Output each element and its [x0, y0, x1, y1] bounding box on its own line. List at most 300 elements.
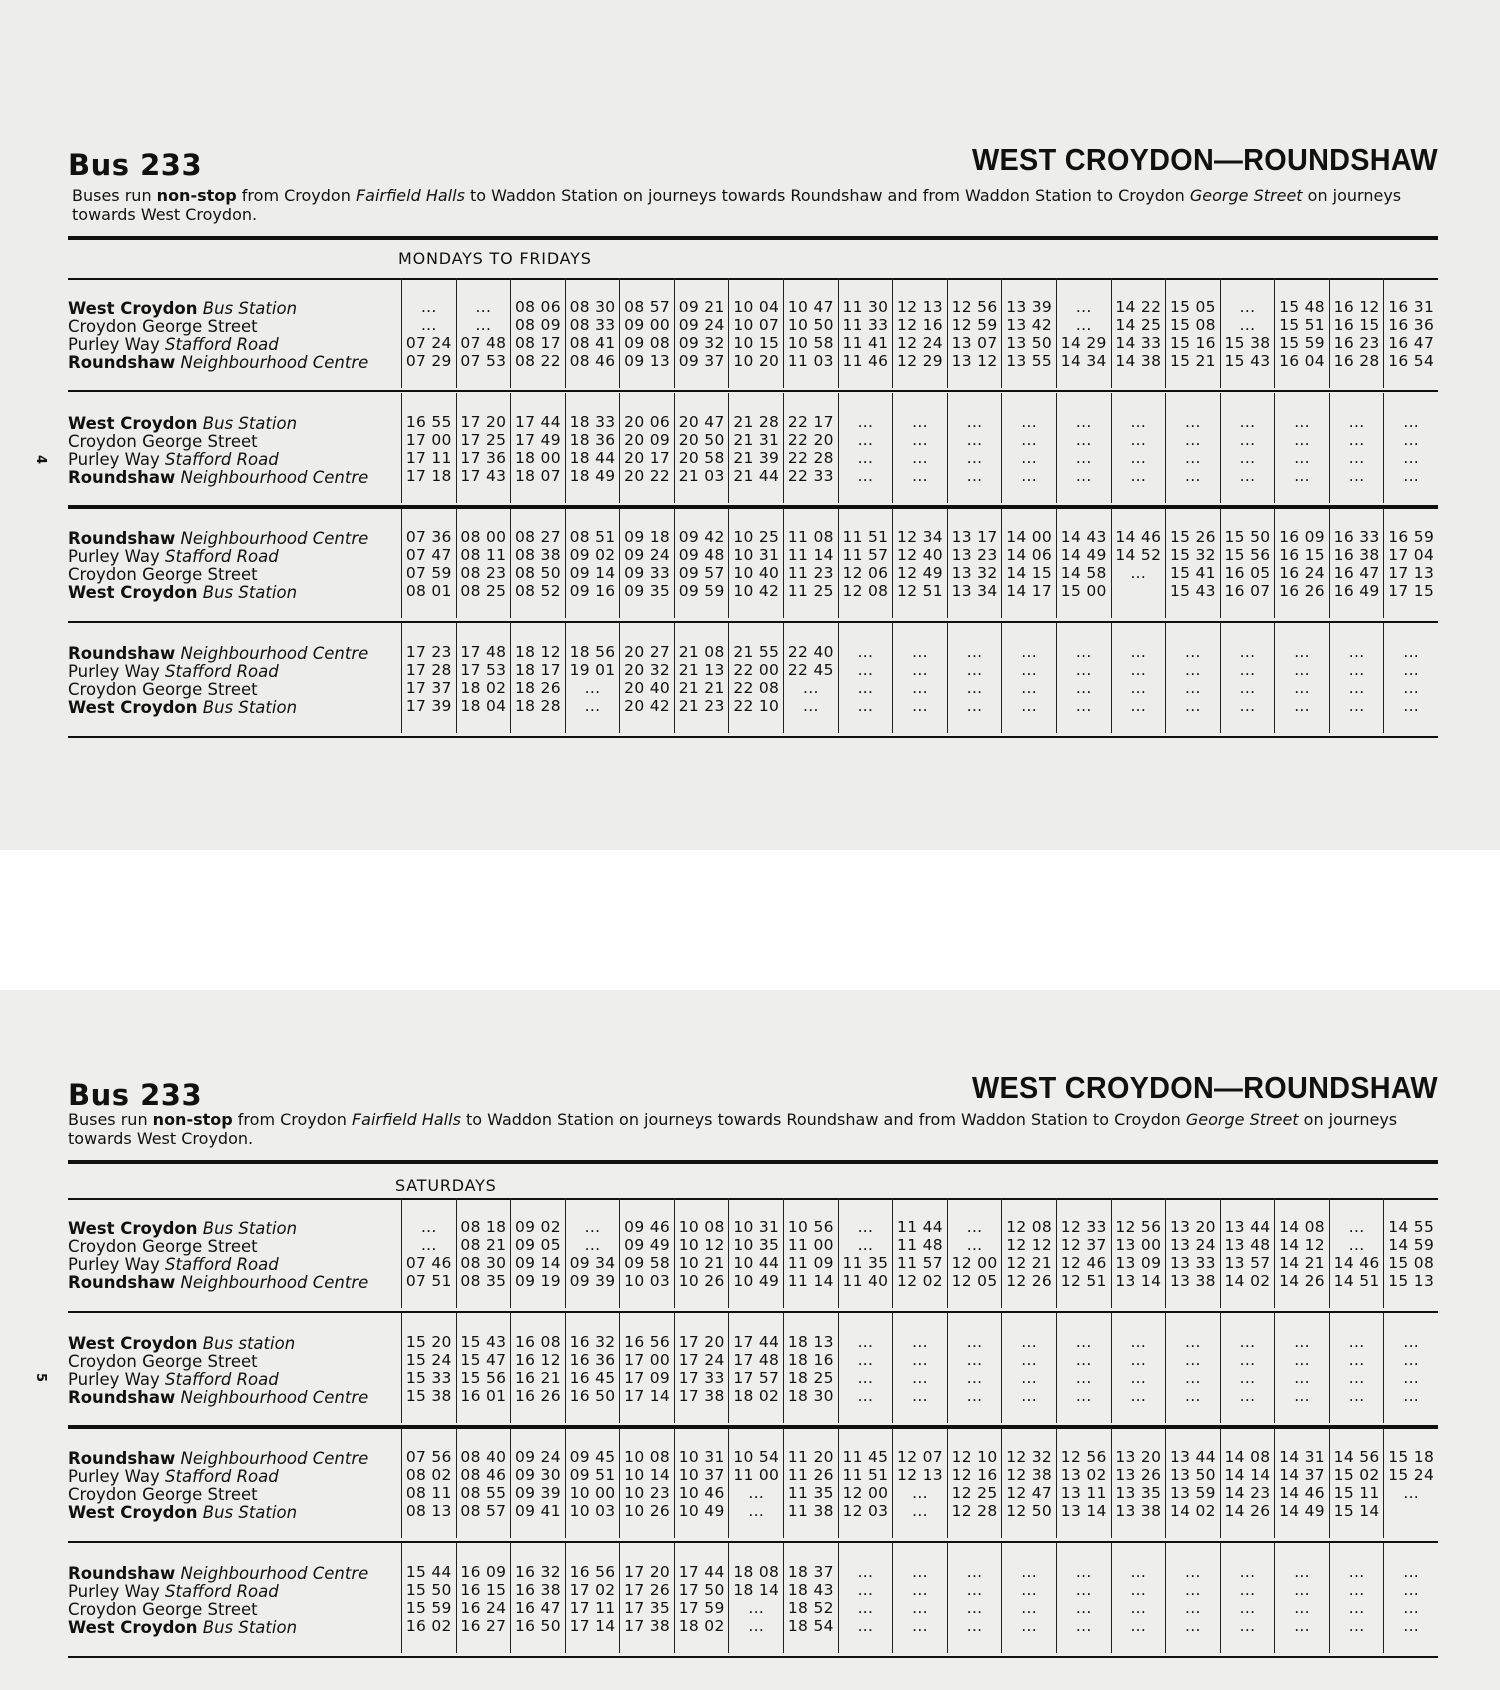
journey-column [892, 1543, 947, 1653]
departure-time: ... [1403, 1333, 1420, 1351]
departure-time: 18 54 [787, 1617, 834, 1635]
departure-time: 16 55 [405, 413, 452, 431]
stop-name: Roundshaw Neighbourhood Centre [68, 353, 369, 372]
departure-time: 10 42 [733, 582, 780, 600]
departure-time: 16 21 [515, 1369, 561, 1387]
departure-time: ... [912, 1484, 928, 1502]
departure-time: 16 47 [515, 1599, 561, 1617]
journey-column [565, 508, 620, 618]
journey-column [1056, 623, 1111, 733]
departure-time: ... [912, 1581, 928, 1599]
departure-time: ... [912, 1369, 928, 1387]
stop-list [68, 1450, 398, 1522]
departure-time: 14 43 [1060, 528, 1107, 546]
departure-time: ... [1403, 431, 1420, 449]
departure-time: 09 35 [624, 582, 671, 600]
departure-time: 12 51 [897, 582, 943, 600]
departure-time: ... [802, 679, 819, 697]
departure-time: 09 00 [624, 316, 671, 334]
departure-time: ... [1185, 1581, 1201, 1599]
departure-time: ... [1021, 1581, 1037, 1599]
departure-time: 09 24 [678, 316, 725, 334]
departure-time: 12 03 [842, 1502, 889, 1520]
departure-time: 17 44 [733, 1333, 780, 1351]
departure-time: 10 15 [733, 334, 780, 352]
departure-time: ... [1239, 1351, 1256, 1369]
departure-time: 17 57 [733, 1369, 780, 1387]
departure-time: 09 48 [678, 546, 725, 564]
departure-time: 22 20 [787, 431, 834, 449]
journey-column [1111, 1543, 1166, 1653]
journey-column [674, 393, 729, 503]
departure-time: 13 07 [951, 334, 998, 352]
departure-time: 17 44 [515, 413, 561, 431]
departure-time: 15 48 [1279, 298, 1325, 316]
stop-name: Croydon George Street [68, 432, 258, 451]
route-note: Buses run non-stop from Croydon Fairfield Halls to Waddon Station on journeys towards Roundshaw and from Waddon Station to Croydon George Street on journeys towards West Croydon. [72, 186, 1402, 224]
departure-time: 09 14 [569, 564, 616, 582]
departure-time: 13 50 [1006, 334, 1053, 352]
departure-time: 15 59 [405, 1599, 452, 1617]
departure-time: ... [1021, 413, 1037, 431]
departure-time: 11 38 [787, 1502, 834, 1520]
departure-time: ... [1185, 1387, 1201, 1405]
departure-time: 18 02 [678, 1617, 725, 1635]
departure-time: 08 41 [569, 334, 616, 352]
departure-time: 15 43 [1224, 352, 1271, 370]
departure-time: 15 41 [1169, 564, 1216, 582]
journey-column [674, 1313, 729, 1423]
departure-time: 15 59 [1279, 334, 1325, 352]
departure-time: ... [1239, 298, 1256, 316]
departure-time: 10 03 [624, 1272, 671, 1290]
departure-time: ... [1130, 1369, 1147, 1387]
departure-time: 20 06 [624, 413, 671, 431]
route-note: Buses run non-stop from Croydon Fairfield Halls to Waddon Station on journeys towards Roundshaw and from Waddon Station to Croydon George Street on journeys towards West Croydon. [68, 1110, 1398, 1148]
stop-name: Purley Way Stafford Road [68, 335, 279, 354]
timetable-sheet-saturdays [0, 990, 1500, 1690]
journey-column [1220, 1543, 1275, 1653]
departure-time: 10 31 [678, 1448, 725, 1466]
departure-time: ... [1294, 679, 1310, 697]
journey-column [456, 278, 511, 388]
departure-time: 07 48 [460, 334, 507, 352]
journey-column [1056, 278, 1111, 388]
departure-time: 08 02 [405, 1466, 452, 1484]
stop-name: Purley Way Stafford Road [68, 1370, 279, 1389]
departure-time: ... [1021, 1617, 1037, 1635]
departure-time: 18 02 [733, 1387, 780, 1405]
departure-time: 14 06 [1006, 546, 1053, 564]
page-number: 4 [33, 454, 49, 465]
departure-time: 16 09 [1279, 528, 1325, 546]
departure-time: ... [857, 1617, 874, 1635]
departure-time: ... [1130, 1599, 1147, 1617]
departure-time: ... [857, 1236, 874, 1254]
departure-time: 16 45 [569, 1369, 616, 1387]
journey-column [401, 1198, 456, 1308]
journey-column [1001, 508, 1056, 618]
journey-column [947, 1198, 1002, 1308]
departure-time: ... [1348, 1617, 1365, 1635]
journey-column [1056, 1313, 1111, 1423]
departure-time: 17 26 [624, 1581, 671, 1599]
journey-column [674, 623, 729, 733]
departure-time: ... [1294, 697, 1310, 715]
departure-time: ... [966, 1599, 983, 1617]
departure-time: 09 33 [624, 564, 671, 582]
departure-time: ... [802, 697, 819, 715]
departure-time: 07 47 [405, 546, 452, 564]
departure-time: 16 12 [515, 1351, 561, 1369]
departure-time: 14 52 [1115, 546, 1162, 564]
departure-time: ... [1294, 643, 1310, 661]
departure-time: 12 37 [1060, 1236, 1107, 1254]
journey-column [892, 623, 947, 733]
departure-time: 10 56 [787, 1218, 834, 1236]
journey-column [1165, 1543, 1220, 1653]
departure-time: 08 11 [405, 1484, 452, 1502]
stop-name: Roundshaw Neighbourhood Centre [68, 468, 369, 487]
departure-time: ... [1075, 1563, 1092, 1581]
route-number: Bus 233 [68, 1078, 203, 1112]
journey-column [892, 1313, 947, 1423]
departure-time: 09 14 [515, 1254, 561, 1272]
departure-time: 18 17 [515, 661, 561, 679]
departure-time: ... [1239, 413, 1256, 431]
departure-time: ... [1075, 316, 1092, 334]
departure-time: 16 15 [1279, 546, 1325, 564]
journey-column [1383, 508, 1438, 618]
departure-time: 14 58 [1060, 564, 1107, 582]
departure-time: 14 49 [1060, 546, 1107, 564]
departure-time: 12 46 [1060, 1254, 1107, 1272]
departure-time: 15 50 [405, 1581, 452, 1599]
departure-time: 10 31 [733, 546, 780, 564]
timetable-block [68, 415, 1438, 487]
departure-time: ... [966, 1563, 983, 1581]
departure-time: 15 24 [405, 1351, 452, 1369]
route-title: WEST CROYDON—ROUNDSHAW [972, 142, 1438, 177]
departure-time: 16 36 [1388, 316, 1435, 334]
departure-time: 17 13 [1388, 564, 1435, 582]
journey-column [565, 1313, 620, 1423]
departure-time: ... [857, 431, 874, 449]
departure-time: ... [420, 1236, 437, 1254]
timetable-block [68, 300, 1438, 372]
departure-time: 07 56 [405, 1448, 452, 1466]
departure-time: ... [1403, 1484, 1420, 1502]
departure-time: 09 57 [678, 564, 725, 582]
departure-time: ... [857, 1218, 874, 1236]
departure-time: ... [966, 431, 983, 449]
departure-time: ... [1075, 1369, 1092, 1387]
departure-time: 15 08 [1169, 316, 1216, 334]
departure-time: 18 14 [733, 1581, 780, 1599]
departure-time: 16 09 [460, 1563, 507, 1581]
departure-time: ... [857, 679, 874, 697]
departure-time: 13 38 [1115, 1502, 1162, 1520]
departure-time: 10 04 [733, 298, 780, 316]
departure-time: 17 20 [678, 1333, 725, 1351]
departure-time: 08 52 [515, 582, 561, 600]
departure-time: 15 56 [460, 1369, 507, 1387]
departure-time: 16 38 [1333, 546, 1380, 564]
departure-time: 12 13 [897, 298, 943, 316]
departure-time: 18 30 [787, 1387, 834, 1405]
departure-time: 22 45 [787, 661, 834, 679]
departure-time: 15 00 [1060, 582, 1107, 600]
departure-time: 10 26 [678, 1272, 725, 1290]
departure-time: 09 37 [678, 352, 725, 370]
journey-column [1329, 278, 1384, 388]
departure-time: ... [1294, 413, 1310, 431]
journey-column [728, 1313, 783, 1423]
departure-time: 13 11 [1060, 1484, 1107, 1502]
stop-name: Purley Way Stafford Road [68, 662, 279, 681]
stop-name: Roundshaw Neighbourhood Centre [68, 644, 369, 663]
departure-time: 17 48 [460, 643, 507, 661]
journey-column [1383, 1198, 1438, 1308]
departure-time: 15 05 [1169, 298, 1216, 316]
departure-time: 16 31 [1388, 298, 1435, 316]
journey-column [1274, 1543, 1329, 1653]
departure-time: 20 42 [624, 697, 671, 715]
departure-time: 17 37 [405, 679, 452, 697]
departure-time: 12 34 [897, 528, 943, 546]
departure-time: 16 26 [1279, 582, 1325, 600]
departure-time: ... [1239, 316, 1256, 334]
departure-time: ... [1348, 413, 1365, 431]
departure-time: 17 14 [624, 1387, 671, 1405]
journey-column [401, 508, 456, 618]
departure-time: 09 05 [515, 1236, 561, 1254]
departure-time: 11 35 [842, 1254, 889, 1272]
stop-list [68, 1335, 398, 1407]
departure-time: 15 26 [1169, 528, 1216, 546]
departure-time: 12 38 [1006, 1466, 1053, 1484]
journey-column [1111, 623, 1166, 733]
departure-time: 20 09 [624, 431, 671, 449]
table-bottom-rule [68, 736, 1438, 738]
departure-time: ... [1294, 1563, 1310, 1581]
stop-name: West Croydon Bus Station [68, 414, 298, 433]
departure-time: 10 20 [733, 352, 780, 370]
journey-column [619, 1198, 674, 1308]
departure-time: 11 23 [787, 564, 834, 582]
departure-time: 13 20 [1169, 1218, 1216, 1236]
departure-time: ... [420, 316, 437, 334]
departure-time: 12 32 [1006, 1448, 1053, 1466]
journey-column [510, 1313, 565, 1423]
departure-time: 21 55 [733, 643, 780, 661]
journey-column [1329, 1198, 1384, 1308]
departure-time: 14 49 [1279, 1502, 1325, 1520]
departure-time: 14 08 [1224, 1448, 1271, 1466]
journey-column [510, 1428, 565, 1538]
departure-time: 21 08 [678, 643, 725, 661]
departure-time: 20 47 [678, 413, 725, 431]
departure-time: 14 02 [1169, 1502, 1216, 1520]
departure-time: ... [1403, 449, 1420, 467]
departure-time: ... [1021, 697, 1037, 715]
departure-time: 17 44 [678, 1563, 725, 1581]
departure-time: 08 21 [460, 1236, 507, 1254]
timetable-block [68, 530, 1438, 602]
departure-time: ... [1130, 449, 1147, 467]
departure-time: ... [1294, 1369, 1310, 1387]
timetable-block [68, 1565, 1438, 1637]
departure-time: 18 36 [569, 431, 616, 449]
departure-time: 11 35 [787, 1484, 834, 1502]
departure-time: 16 36 [569, 1351, 616, 1369]
departure-time: ... [912, 431, 928, 449]
departure-time: ... [1021, 679, 1037, 697]
departure-time: 16 04 [1279, 352, 1325, 370]
journey-column [456, 1543, 511, 1653]
departure-time: 13 17 [951, 528, 998, 546]
departure-time: 13 55 [1006, 352, 1053, 370]
departure-time: 16 12 [1333, 298, 1380, 316]
departure-time: 14 46 [1333, 1254, 1380, 1272]
departure-time: 12 16 [897, 316, 943, 334]
departure-time: 17 33 [678, 1369, 725, 1387]
journey-column [1001, 623, 1056, 733]
departure-time: 08 13 [405, 1502, 452, 1520]
journey-column [456, 508, 511, 618]
departure-time: 13 09 [1115, 1254, 1162, 1272]
journey-column [1329, 1313, 1384, 1423]
departure-time: ... [1130, 564, 1147, 582]
journey-column [510, 1198, 565, 1308]
departure-time: 09 08 [624, 334, 671, 352]
journey-column [619, 1428, 674, 1538]
departure-time: ... [1130, 661, 1147, 679]
departure-time: ... [1239, 1387, 1256, 1405]
journey-column [1165, 1313, 1220, 1423]
journey-column [674, 1428, 729, 1538]
departure-time: ... [1348, 679, 1365, 697]
departure-time: ... [912, 643, 928, 661]
departure-time: ... [912, 697, 928, 715]
departure-time: 13 26 [1115, 1466, 1162, 1484]
departure-time: ... [912, 1502, 928, 1520]
departure-time: ... [1075, 1351, 1092, 1369]
departure-time: 21 03 [678, 467, 725, 485]
departure-time: ... [966, 1333, 983, 1351]
journey-column [947, 393, 1002, 503]
journey-column [674, 1198, 729, 1308]
journey-column [565, 1198, 620, 1308]
departure-time: ... [475, 316, 492, 334]
departure-time: ... [1130, 697, 1147, 715]
departure-time: 10 12 [678, 1236, 725, 1254]
stop-list [68, 530, 398, 602]
departure-time: ... [1348, 1333, 1365, 1351]
journey-column [783, 1313, 838, 1423]
journey-column [1111, 1428, 1166, 1538]
departure-time: 13 24 [1169, 1236, 1216, 1254]
departure-time: 17 23 [405, 643, 452, 661]
journey-column [1329, 393, 1384, 503]
departure-time: 12 00 [951, 1254, 998, 1272]
journey-column [619, 623, 674, 733]
departure-time: 17 48 [733, 1351, 780, 1369]
journey-column [1165, 1428, 1220, 1538]
departure-time: ... [857, 1599, 874, 1617]
journey-column [1220, 1198, 1275, 1308]
departure-time: 11 20 [787, 1448, 834, 1466]
departure-time: ... [1075, 413, 1092, 431]
departure-time: 15 14 [1333, 1502, 1380, 1520]
departure-time: 17 53 [460, 661, 507, 679]
departure-time: 16 07 [1224, 582, 1271, 600]
departure-time: ... [1075, 679, 1092, 697]
departure-time: 14 00 [1006, 528, 1053, 546]
departure-time: ... [1075, 298, 1092, 316]
departure-time: ... [1075, 1333, 1092, 1351]
departure-time: 22 17 [787, 413, 834, 431]
departure-time: ... [912, 679, 928, 697]
departure-time: ... [1348, 697, 1365, 715]
departure-time: 18 43 [787, 1581, 834, 1599]
journey-column [1001, 1313, 1056, 1423]
departure-time: 16 32 [515, 1563, 561, 1581]
departure-time: 08 22 [515, 352, 561, 370]
departure-time: ... [857, 661, 874, 679]
departure-time: 14 14 [1224, 1466, 1271, 1484]
departure-time: ... [420, 1218, 437, 1236]
departure-time: ... [1021, 661, 1037, 679]
journey-column [1165, 508, 1220, 618]
departure-time: ... [1239, 431, 1256, 449]
departure-time: 13 44 [1224, 1218, 1271, 1236]
departure-time: 08 51 [569, 528, 616, 546]
journey-column [728, 508, 783, 618]
departure-time: 13 42 [1006, 316, 1053, 334]
journey-columns [401, 393, 1438, 503]
departure-time: ... [1075, 467, 1092, 485]
departure-time: ... [966, 661, 983, 679]
departure-time: 11 03 [787, 352, 834, 370]
departure-time: ... [1403, 1581, 1420, 1599]
departure-time: 11 00 [787, 1236, 834, 1254]
journey-columns [401, 1428, 1438, 1538]
journey-column [1056, 1198, 1111, 1308]
departure-time: 08 00 [460, 528, 507, 546]
journey-column [838, 393, 893, 503]
journey-column [892, 508, 947, 618]
departure-time: 12 56 [1060, 1448, 1107, 1466]
departure-time: 08 35 [460, 1272, 507, 1290]
departure-time: ... [857, 413, 874, 431]
departure-time: 20 32 [624, 661, 671, 679]
departure-time: 09 46 [624, 1218, 671, 1236]
journey-column [1165, 623, 1220, 733]
departure-time: ... [857, 1563, 874, 1581]
journey-column [1001, 393, 1056, 503]
journey-column [1001, 278, 1056, 388]
departure-time: 09 34 [569, 1254, 616, 1272]
departure-time: ... [1185, 679, 1201, 697]
departure-time: 08 11 [460, 546, 507, 564]
departure-time: 18 52 [787, 1599, 834, 1617]
departure-time: 17 28 [405, 661, 452, 679]
journey-column [456, 1198, 511, 1308]
journey-column [838, 278, 893, 388]
departure-time: 13 23 [951, 546, 998, 564]
stop-list [68, 415, 398, 487]
